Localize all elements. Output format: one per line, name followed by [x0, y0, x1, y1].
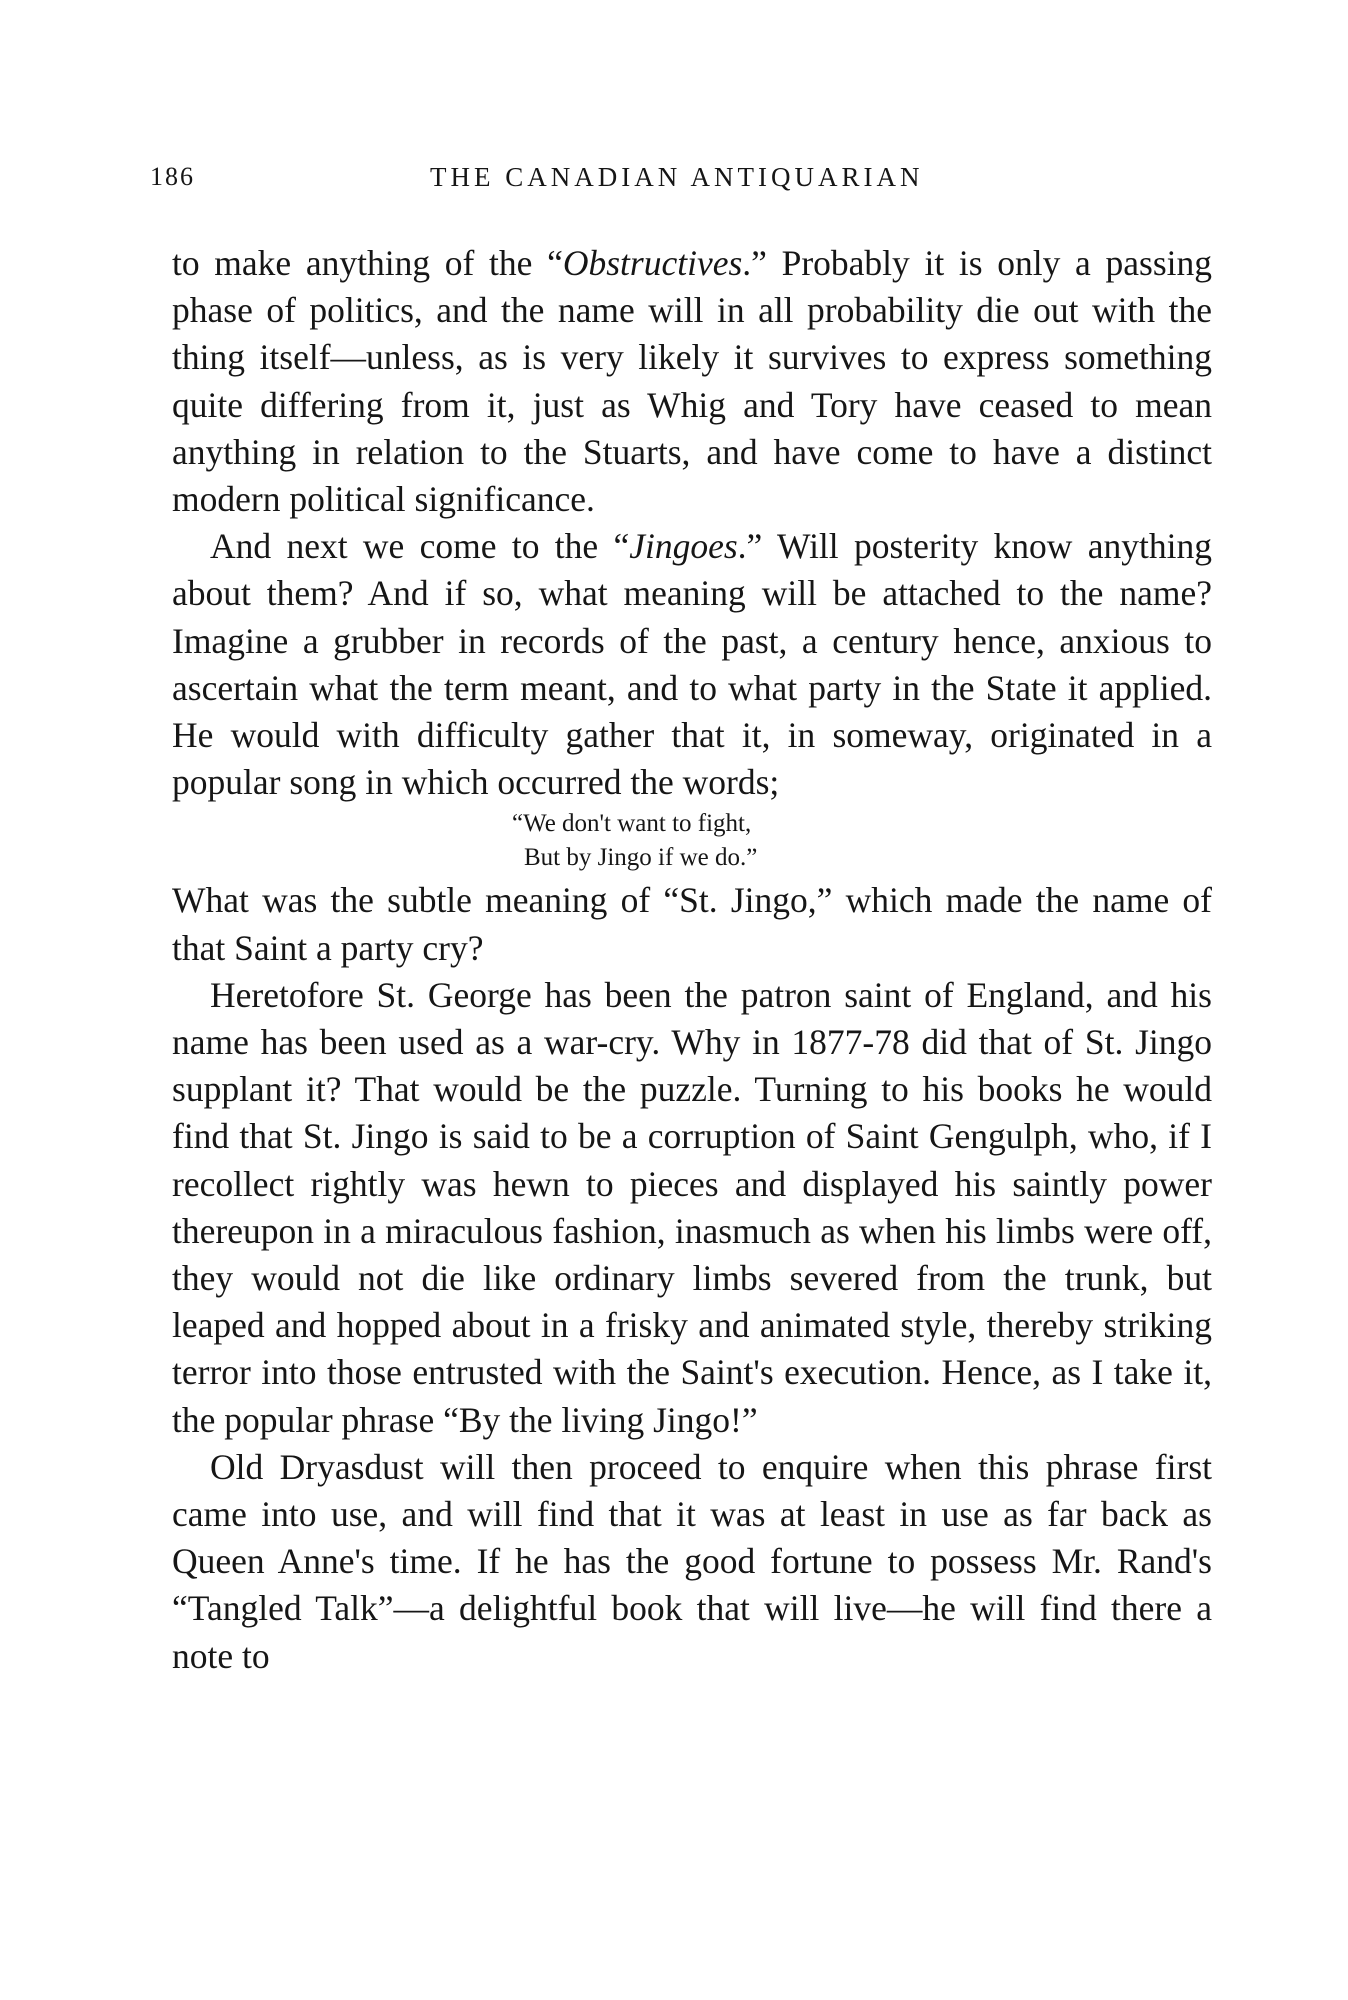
- paragraph-st-jingo-question: What was the subtle meaning of “St. Jingo,” which made the name of that Saint a party cry?: [172, 880, 1212, 968]
- obstructives-term: Obstructives: [562, 243, 743, 283]
- paragraph-obstructives-lead: to make anything of the “: [172, 243, 563, 283]
- paragraph-dryasdust: Old Dryasdust will then proceed to enquire when this phrase first came into use, and will find that it was at least in use as far back as Queen Anne's time. If he has the good fortune to possess Mr. Rand's “Tangled Talk”—a delightful book that will live—he will find there a note to: [172, 1446, 1212, 1676]
- paragraph-jingoes-lead: And next we come to the “: [210, 526, 630, 567]
- verse-line-2: But by Jingo if we do.”: [524, 844, 758, 872]
- paragraph-st-george: Heretofore St. George has been the patron saint of England, and his name has been used as a war-cry. Why in 1877-78 did that of St. Jingo supplant it? That would be the puzzle. Turning to his books he would find that St. Jingo is said to be a corruption of Saint Gengulph, who, if I recollect rightly was hewn to pieces and displayed his saintly power thereupon in a miraculous fashion, inasmuch as when his limbs were off, they would not die like ordinary limbs severed from the trunk, but leaped and hopped about in a frisky and animated style, thereby striking terror into those entrusted with the Saint's execution. Hence, as I take it, the popular phrase “By the living Jingo!”: [172, 974, 1212, 1440]
- running-head: [150, 162, 1200, 202]
- journal-title: THE CANADIAN ANTIQUARIAN: [430, 162, 924, 192]
- page-number: 186: [150, 162, 195, 191]
- paragraph-jingoes-rest: .” Will posterity know anything about them? And if so, what meaning will be attached to the name? Imagine a grubber in records of the past, a century hence, anxious to ascertain what the term meant, and to what party in the State it applied. He would with difficulty gather that it, in someway, originated in a popular song in which occurred the words;: [172, 526, 1212, 803]
- jingoes-term: Jingoes: [629, 526, 738, 567]
- body-text: [172, 240, 1212, 1680]
- paragraph-obstructives-rest: .” Probably it is only a passing phase of politics, and the name will in all probability die out with the thing itself—unless, as is very likely it survives to express something quite differing from it, just as Whig and Tory have ceased to mean anything in relation to the Stuarts, and have come to have a distinct modern political significance.: [172, 243, 1212, 520]
- paragraph-obstructives: [172, 240, 1212, 523]
- song-quotation: [172, 807, 1212, 875]
- verse-line-1: “We don't want to fight,: [512, 810, 752, 838]
- paragraph-jingoes: [172, 523, 1212, 806]
